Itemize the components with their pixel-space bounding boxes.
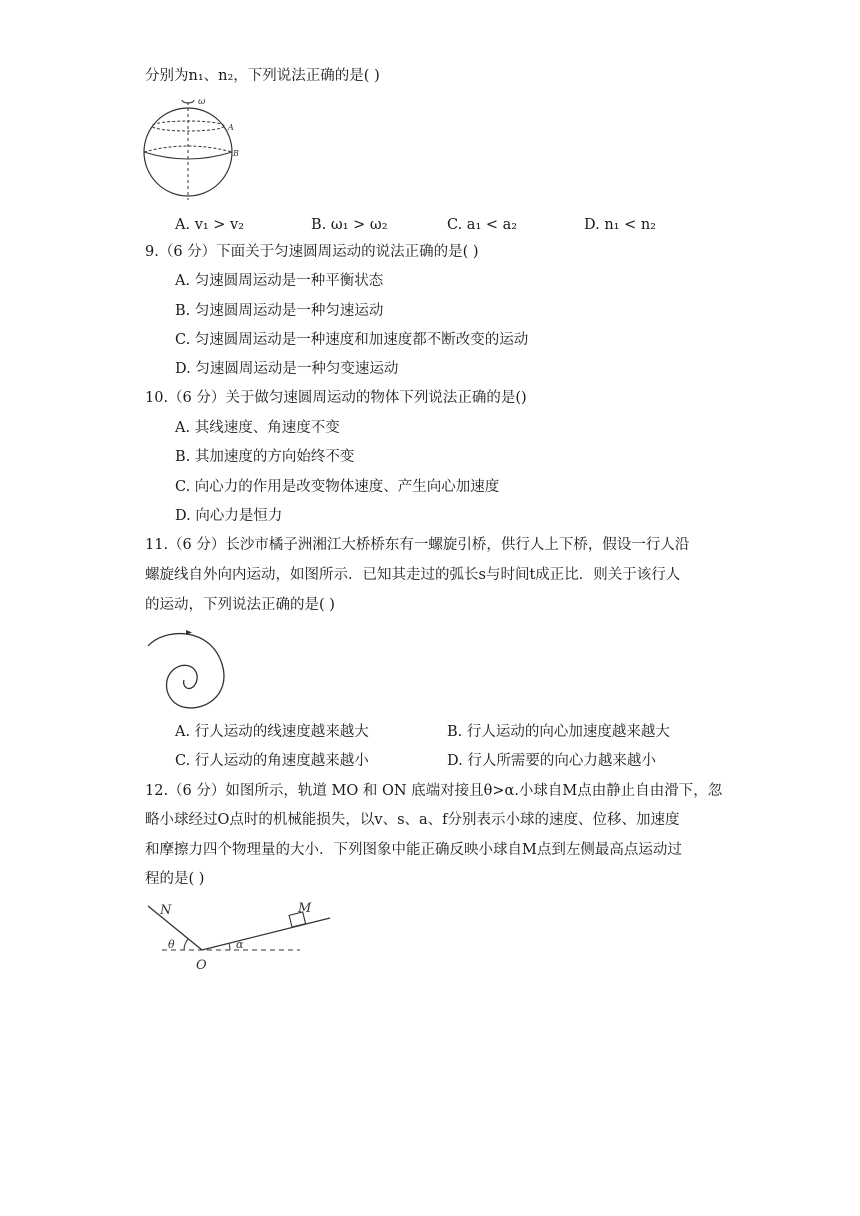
q11-stem-line-2: 螺旋线自外向内运动，如图所示．已知其走过的弧长s与时间t成正比．则关于该行人 (145, 567, 681, 583)
q12-label-alpha: α (236, 938, 244, 951)
q12-stem-line-3: 和摩擦力四个物理量的大小．下列图象中能正确反映小球自M点到左侧最高点运动过 (145, 842, 682, 858)
q11-stem-line-3: 的运动，下列说法正确的是( ) (145, 597, 335, 613)
q8-option-b[interactable]: B. ω₁ > ω₂ (311, 217, 388, 233)
q12-label-o: O (196, 958, 207, 973)
q10-option-b[interactable]: B. 其加速度的方向始终不变 (175, 449, 355, 465)
q12-stem-line-2: 略小球经过O点时的机械能损失，以v、s、a、f分别表示小球的速度、位移、加速度 (145, 812, 680, 828)
q8-option-a[interactable]: A. v₁ > v₂ (175, 217, 245, 233)
q9-option-c[interactable]: C. 匀速圆周运动是一种速度和加速度都不断改变的运动 (175, 332, 529, 348)
q11-option-a[interactable]: A. 行人运动的线速度越来越大 (175, 724, 369, 740)
q8-point-b-label: B (233, 149, 239, 158)
q8-stem-tail: 分别为n₁、n₂，下列说法正确的是( ) (145, 68, 380, 84)
q9-stem: 9.（6 分）下面关于匀速圆周运动的说法正确的是( ) (145, 244, 479, 260)
q9-option-d[interactable]: D. 匀速圆周运动是一种匀变速运动 (175, 361, 399, 377)
q12-track-figure (140, 896, 340, 976)
q8-sphere-figure (140, 92, 250, 204)
q12-label-n: N (160, 903, 172, 918)
q10-stem: 10.（6 分）关于做匀速圆周运动的物体下列说法正确的是() (145, 390, 527, 406)
q12-stem-line-4: 程的是( ) (145, 871, 205, 887)
q11-option-c[interactable]: C. 行人运动的角速度越来越小 (175, 753, 369, 769)
q12-stem-line-1: 12.（6 分）如图所示，轨道 MO 和 ON 底端对接且θ>α.小球自M点由静止自由滑下，忽 (145, 783, 723, 799)
q8-point-a-label: A (228, 123, 234, 132)
q9-option-b[interactable]: B. 匀速圆周运动是一种匀速运动 (175, 303, 384, 319)
q8-omega-label: ω (198, 97, 206, 107)
q11-spiral-figure (142, 624, 242, 716)
q10-option-c[interactable]: C. 向心力的作用是改变物体速度、产生向心加速度 (175, 479, 500, 495)
q8-option-c[interactable]: C. a₁ < a₂ (447, 217, 518, 233)
q11-option-b[interactable]: B. 行人运动的向心加速度越来越大 (447, 724, 670, 740)
q12-label-theta: θ (168, 938, 175, 951)
q10-option-d[interactable]: D. 向心力是恒力 (175, 508, 283, 524)
q12-label-m: M (298, 901, 312, 916)
q9-option-a[interactable]: A. 匀速圆周运动是一种平衡状态 (175, 273, 384, 289)
q11-option-d[interactable]: D. 行人所需要的向心力越来越小 (447, 753, 656, 769)
q11-stem-line-1: 11.（6 分）长沙市橘子洲湘江大桥桥东有一螺旋引桥，供行人上下桥，假设一行人沿 (145, 537, 690, 553)
q8-option-d[interactable]: D. n₁ < n₂ (584, 217, 656, 233)
q10-option-a[interactable]: A. 其线速度、角速度不变 (175, 420, 340, 436)
